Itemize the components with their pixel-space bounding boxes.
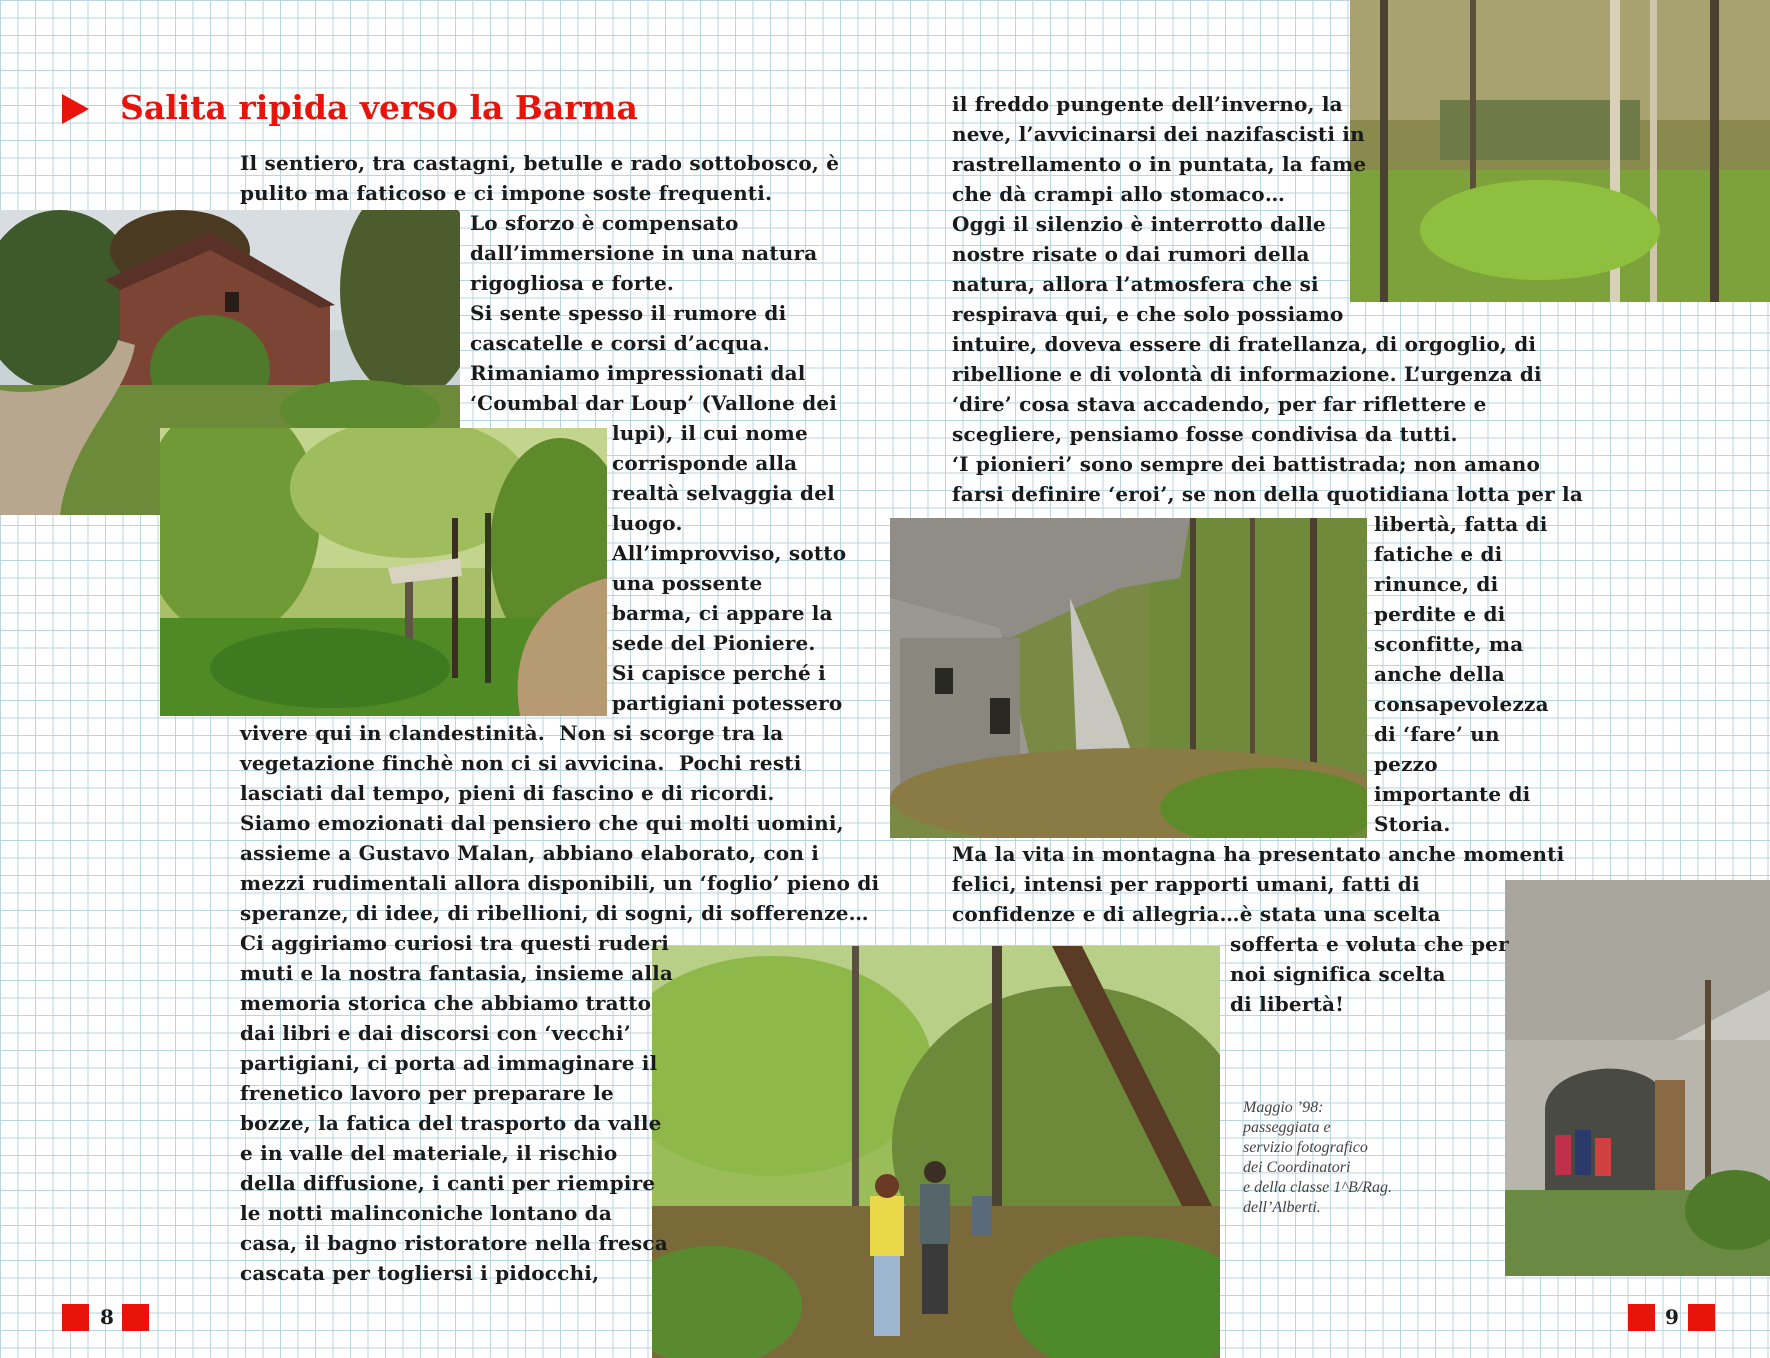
page-title: Salita ripida verso la Barma	[120, 88, 638, 127]
paragraph-freedom-list: libertà, fatta di fatiche e di rinunce, di perdite e di sconfitte, ma anche della consapevolezza di ‘fare’ un pezzo importante di Storia.	[1374, 512, 1549, 836]
page-number-right: 9	[1665, 1305, 1679, 1329]
page-marker-left-b	[122, 1304, 149, 1331]
paragraph-intro: Il sentiero, tra castagni, betulle e rado sottobosco, è pulito ma faticoso e ci impone soste frequenti.	[240, 151, 840, 205]
photo-stone-hut-barma	[890, 518, 1367, 838]
page-marker-right-a	[1628, 1304, 1655, 1331]
title-arrow-icon	[62, 94, 89, 124]
page-marker-left-a	[62, 1304, 89, 1331]
photo-hikers-trail	[652, 946, 1220, 1358]
photo-forest-trees	[1350, 0, 1770, 302]
page-number-left: 8	[100, 1305, 114, 1329]
paragraph-ruins: Ci aggiriamo curiosi tra questi ruderi muti e la nostra fantasia, insieme alla memoria storica che abbiamo tratto dai libri e dai discorsi con ‘vecchi’ partigiani, ci porta ad immaginare il frenetico lavoro per preparare le bozze, la fatica del trasporto da valle e in valle del materiale, il rischio della diffusione, i canti per riempire le notti malinconiche lontano da casa, il bagno ristoratore nella fresca cascata per togliersi i pidocchi,	[240, 931, 674, 1285]
paragraph-wolves: lupi), il cui nome corrisponde alla realtà selvaggia del luogo. All’improvviso, sotto una possente barma, ci appare la sede del Pioniere. Si capisce perché i partigiani potessero	[612, 421, 847, 715]
paragraph-clandestinity: vivere qui in clandestinità. Non si scorge tra la vegetazione finchè non ci si avvicina. Pochi resti lasciati dal tempo, pieni di fascino e di ricordi. Siamo emozionati dal pensiero che qui molti uomini, assieme a Gustavo Malan, abbiano elaborato, con i mezzi rudimentali allora disponibili, un ‘foglio’ pieno di speranze, di idee, di ribellioni, di sogni, di sofferenze…	[240, 721, 880, 925]
page-marker-right-b	[1688, 1304, 1715, 1331]
photo-signpost-forest	[160, 428, 607, 716]
paragraph-happy-moments: Ma la vita in montagna ha presentato anche momenti felici, intensi per rapporti umani, fatti di confidenze e di allegria…è stata una scelta	[952, 842, 1565, 926]
paragraph-winter: il freddo pungente dell’inverno, la neve, l’avvicinarsi dei nazifascisti in rastrellamento o in puntata, la fame che dà crampi allo stomaco… Oggi il silenzio è interrotto dalle nostre risate o dai rumori della natura, allora l’atmosfera che si respirava qui, e che solo possiamo	[952, 92, 1367, 326]
photo-caption: Maggio ’98: passeggiata e servizio fotografico dei Coordinatori e della classe 1^B/Rag. dell’Alberti.	[1243, 1099, 1392, 1216]
paragraph-brotherhood: intuire, doveva essere di fratellanza, di orgoglio, di ribellione e di volontà di informazione. L’urgenza di ‘dire’ cosa stava accadendo, per far riflettere e scegliere, pensiamo fosse condivisa da tutti. ‘I pionieri’ sono sempre dei battistrada; non amano farsi definire ‘eroi’, se non della quotidiana lotta per la	[952, 332, 1584, 506]
paragraph-effort: Lo sforzo è compensato dall’immersione in una natura rigogliosa e forte. Si sente spesso il rumore di cascatelle e corsi d’acqua. Rimaniamo impressionati dal ‘Coumbal dar Loup’ (Vallone dei	[470, 211, 838, 415]
paragraph-choice: sofferta e voluta che per noi significa scelta di libertà!	[1230, 932, 1509, 1016]
photo-group-entrance	[1505, 880, 1770, 1276]
